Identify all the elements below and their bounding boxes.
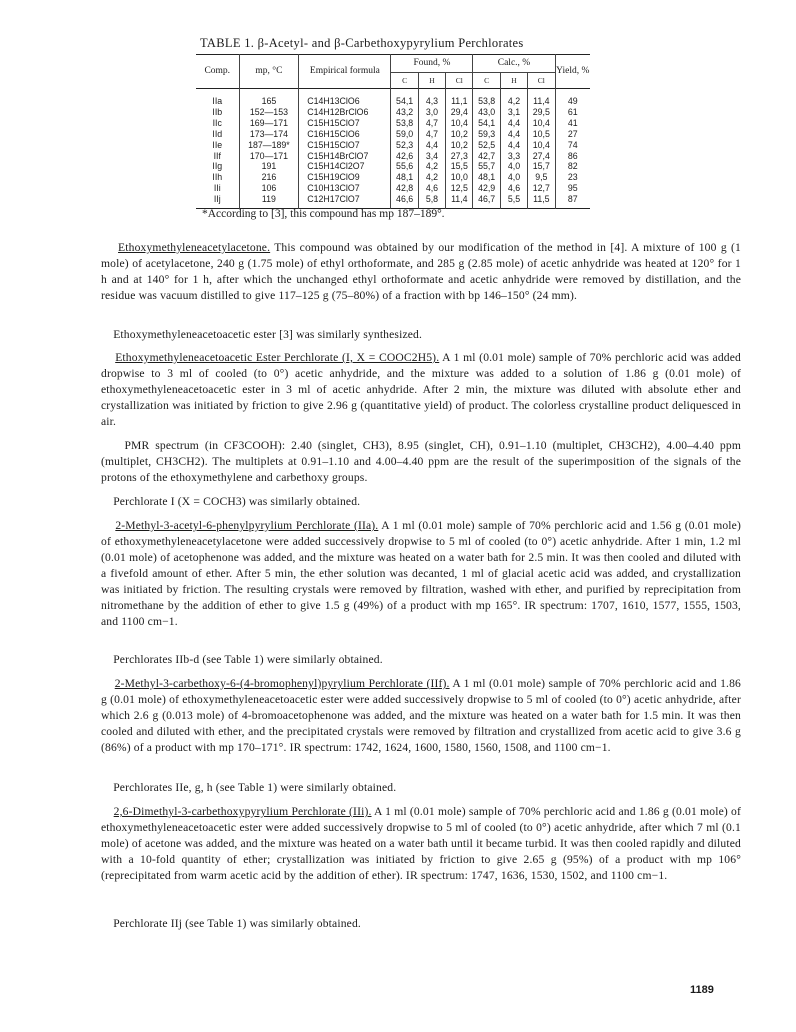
subheader-calc-h: H	[500, 73, 527, 89]
table-cell: 191	[239, 161, 299, 172]
table-cell: 48,1	[473, 172, 500, 183]
table-cell: C15H19ClO9	[299, 172, 391, 183]
paragraph-heading: 2,6-Dimethyl-3-carbethoxypyrylium Perchlorate (IIi).	[113, 805, 372, 818]
table-cell: 42,9	[473, 183, 500, 194]
table-row	[196, 140, 590, 151]
table-cell: 4,4	[500, 140, 527, 151]
table-cell: IIj	[213, 194, 221, 205]
table-row	[196, 183, 590, 194]
table-cell: 12,7	[528, 183, 555, 194]
table-cell: 52,3	[391, 140, 418, 151]
table-cell: C14H12BrClO6	[299, 107, 391, 118]
table-row	[196, 89, 590, 107]
table-title: TABLE 1. β-Acetyl- and β-Carbethoxypyrylium Perchlorates	[200, 36, 524, 50]
data-table	[196, 54, 590, 209]
table-cell: IIe	[212, 139, 223, 150]
table-cell: 43,2	[391, 107, 418, 118]
paragraph	[101, 494, 741, 510]
table-cell: 29,4	[446, 107, 473, 118]
table-cell: 82	[555, 161, 590, 172]
table-cell: 4,4	[418, 140, 445, 151]
table-cell: 173—174	[239, 129, 299, 140]
table-cell: 5,8	[418, 194, 445, 208]
table-cell: IIg	[212, 161, 223, 172]
table-cell: 74	[555, 140, 590, 151]
table-cell: 42,6	[391, 150, 418, 161]
paragraph	[101, 518, 741, 630]
table-cell: IIi	[213, 183, 221, 194]
table-cell: 165	[239, 89, 299, 107]
paragraph-text: PMR spectrum (in CF3COOH): 2.40 (singlet, CH3), 8.95 (singlet, CH), 0.91–1.10 (multiplet, CH3CH2), 4.00–4.40 ppm (multiplet, CH3CH2). The multiplets at 0.91–1.10 and 4.00–4.40 ppm are the result of the superimposition of the signals of the protons of the ethoxymethylene and carbethoxy groups.	[101, 439, 741, 484]
paragraph-text: Perchlorate IIj (see Table 1) was similarly obtained.	[113, 917, 361, 930]
table-cell: 43,0	[473, 107, 500, 118]
table-cell: 27,3	[446, 150, 473, 161]
table-cell: 46,6	[391, 194, 418, 208]
table-cell: 4,4	[500, 129, 527, 140]
table-cell: C15H14Cl2O7	[299, 161, 391, 172]
table-cell: IIc	[212, 117, 222, 128]
page-number: 1189	[690, 984, 714, 996]
table-cell: 106	[239, 183, 299, 194]
table-cell: IIf	[213, 150, 221, 161]
table-cell: 15,7	[528, 161, 555, 172]
table-body	[196, 89, 590, 209]
table-cell: 4,3	[418, 89, 445, 107]
table-cell: 152—153	[239, 107, 299, 118]
table-cell: 4,7	[418, 118, 445, 129]
subheader-found-cl: Cl	[446, 73, 473, 89]
table-cell: 15,5	[446, 161, 473, 172]
table-cell: 3,3	[500, 150, 527, 161]
table-cell: 55,7	[473, 161, 500, 172]
paragraph	[101, 780, 741, 796]
table-cell: 27	[555, 129, 590, 140]
table-cell: 4,6	[500, 183, 527, 194]
table-cell: 48,1	[391, 172, 418, 183]
table-cell: 95	[555, 183, 590, 194]
table-cell: 4,2	[418, 161, 445, 172]
header-mp: mp, °C	[239, 55, 299, 89]
table-cell: 42,7	[473, 150, 500, 161]
header-formula: Empirical formula	[299, 55, 391, 89]
table-row	[196, 118, 590, 129]
paragraph	[101, 652, 741, 668]
table-cell: 11,4	[528, 89, 555, 107]
table-cell: 4,0	[500, 161, 527, 172]
paragraph-text: A 1 ml (0.01 mole) sample of 70% perchloric acid and 1.86 g (0.01 mole) of ethoxymethyleneacetoacetic ester were added successively dropwise to 5 ml of cooled (to 0°) acetic anhydride, after which 7 ml (0.1 mole) of acetone was added, and the mixture was heated on a water bath until it became turbid. It was then cooled rapidly and diluted with a 10-fold quantity of ether; crystallization was initiated by friction to give 2.65 g (95%) of a product with mp 106° (reprecipitated from warm acetic acid by the addition of ether). IR spectrum: 1747, 1636, 1530, 1502, and 1100 cm−1.	[101, 805, 741, 882]
table-cell: C10H13ClO7	[299, 183, 391, 194]
table-cell: 4,6	[418, 183, 445, 194]
table-row	[196, 161, 590, 172]
table-cell: 87	[555, 194, 590, 208]
table-cell: 216	[239, 172, 299, 183]
subheader-found-c: C	[391, 73, 418, 89]
table-cell: 4,4	[500, 118, 527, 129]
paragraph-text: A 1 ml (0.01 mole) sample of 70% perchloric acid and 1.86 g (0.01 mole) of ethoxymethyleneacetoacetic ester were added successively dropwise to 5 ml of cooled (to 0°) acetic anhydride, after which 2.6 g (0.013 mole) of 4-bromoacetophenone was added, and the mixture was heated on a water bath for 1.5 min. It was then cooled and diluted with ether, and the precipitated crystals were removed by filtration and crystallized from acetic acid to give 3.6 g (86%) of a product with mp 170–171°. IR spectrum: 1742, 1624, 1600, 1580, 1560, 1508, and 1100 cm−1.	[101, 677, 742, 754]
table-cell: 29,5	[528, 107, 555, 118]
table-cell: 53,8	[391, 118, 418, 129]
paragraph	[101, 240, 741, 304]
table-cell: IId	[212, 128, 223, 139]
paragraph	[101, 438, 741, 486]
table-row	[196, 107, 590, 118]
table-footnote: *According to [3], this compound has mp 187–189°.	[202, 208, 445, 220]
table-cell: C14H13ClO6	[299, 89, 391, 107]
table-cell: 10,0	[446, 172, 473, 183]
table-cell: 53,8	[473, 89, 500, 107]
table-row	[196, 194, 590, 208]
table-cell: 119	[239, 194, 299, 208]
paragraph	[101, 804, 741, 884]
header-yield: Yield, %	[555, 55, 590, 89]
subheader-found-h: H	[418, 73, 445, 89]
table-cell: 59,0	[391, 129, 418, 140]
paragraph-text: This compound was obtained by our modification of the method in [4]. A mixture of 100 g (1 mole) of acetylacetone, 240 g (1.75 mole) of ethyl orthoformate, and 285 g (2.85 mole) of acetic anhydride was heated at 120° for 1 h and at 140° for 1 h, after which the unchanged ethyl orthoformate and acetic anhydride were removed by distillation, and the residue was vacuum distilled to give 117–125 g (75–80%) of a fraction with bp 146–150° (24 mm).	[101, 241, 741, 302]
table-cell: IIh	[212, 172, 223, 183]
paragraph	[101, 916, 741, 932]
paragraph-text: Perchlorates IIb-d (see Table 1) were similarly obtained.	[113, 653, 383, 666]
table-row	[196, 150, 590, 161]
paragraph-text: A 1 ml (0.01 mole) sample of 70% perchloric acid and 1.56 g (0.01 mole) of ethoxymethyleneacetylacetone were added successively dropwise to 5 ml of cooled (to 0°) acetic anhydride. After 1 min, 1.2 ml (0.01 mole) of acetophenone was added, and the mixture was heated on a water bath for 2.5 min. It was then cooled and diluted with a fivefold amount of ether. After 5 min, the ether solution was decanted, 1 ml of glacial acetic acid was added, and crystallization was initiated by friction. The resulting crystals were removed by filtration, washed with ether, and purified by reprecipitation from nitromethane by the addition of ether to give 1.5 g (49%) of a product with mp 165°. IR spectrum: 1707, 1610, 1577, 1555, 1503, and 1100 cm−1.	[101, 519, 741, 628]
paragraph	[101, 327, 741, 343]
table-cell: 4,2	[418, 172, 445, 183]
paragraph-text: Ethoxymethyleneacetoacetic ester [3] was similarly synthesized.	[113, 328, 423, 341]
paragraph-heading: 2-Methyl-3-acetyl-6-phenylpyrylium Perchlorate (IIa).	[115, 519, 379, 532]
paragraph	[101, 676, 741, 756]
table-cell: 12,5	[446, 183, 473, 194]
table-cell: 169—171	[239, 118, 299, 129]
header-comp: Comp.	[204, 65, 231, 76]
table-cell: 41	[555, 118, 590, 129]
table-cell: 4,7	[418, 129, 445, 140]
table-cell: 54,1	[473, 118, 500, 129]
header-calc: Calc., %	[473, 55, 555, 73]
table-cell: 10,5	[528, 129, 555, 140]
table-cell: 11,5	[528, 194, 555, 208]
table-row	[196, 129, 590, 140]
table-row	[196, 172, 590, 183]
table-cell: 3,4	[418, 150, 445, 161]
table-cell: 3,1	[500, 107, 527, 118]
table-cell: 59,3	[473, 129, 500, 140]
table-cell: 23	[555, 172, 590, 183]
paragraph-text: Perchlorates IIe, g, h (see Table 1) were similarly obtained.	[113, 781, 397, 794]
paragraph-heading: Ethoxymethyleneacetylacetone.	[118, 241, 271, 254]
paragraph-heading: Ethoxymethyleneacetoacetic Ester Perchlorate (I, X = COOC2H5).	[115, 351, 440, 364]
table-cell: C15H14BrClO7	[299, 150, 391, 161]
table-cell: 3,0	[418, 107, 445, 118]
table-cell: C15H15ClO7	[299, 118, 391, 129]
table-cell: 55,6	[391, 161, 418, 172]
table-cell: C15H15ClO7	[299, 140, 391, 151]
table-cell: 4,0	[500, 172, 527, 183]
table-cell: 11,1	[446, 89, 473, 107]
table-cell: 4,2	[500, 89, 527, 107]
paragraph	[101, 350, 741, 430]
paragraph-text: Perchlorate I (X = COCH3) was similarly obtained.	[113, 495, 361, 508]
table-cell: 5,5	[500, 194, 527, 208]
table-cell: 49	[555, 89, 590, 107]
table-cell: C12H17ClO7	[299, 194, 391, 208]
table-cell: 10,4	[528, 118, 555, 129]
table-cell: IIa	[212, 96, 223, 107]
table-cell: C16H15ClO6	[299, 129, 391, 140]
table-cell: 27,4	[528, 150, 555, 161]
table-cell: 52,5	[473, 140, 500, 151]
table-cell: 46,7	[473, 194, 500, 208]
table-cell: 10,2	[446, 129, 473, 140]
table-cell: 42,8	[391, 183, 418, 194]
table-cell: 10,4	[446, 118, 473, 129]
table-cell: 187—189*	[239, 140, 299, 151]
header-found: Found, %	[391, 55, 473, 73]
table-cell: 10,4	[528, 140, 555, 151]
table-cell: 10,2	[446, 140, 473, 151]
paragraph-heading: 2-Methyl-3-carbethoxy-6-(4-bromophenyl)pyrylium Perchlorate (IIf).	[114, 677, 450, 690]
table-cell: 170—171	[239, 150, 299, 161]
table-cell: IIb	[212, 106, 223, 117]
table-cell: 11,4	[446, 194, 473, 208]
table-cell: 61	[555, 107, 590, 118]
subheader-calc-cl: Cl	[528, 73, 555, 89]
subheader-calc-c: C	[473, 73, 500, 89]
table-cell: 86	[555, 150, 590, 161]
paragraph-text: A 1 ml (0.01 mole) sample of 70% perchloric acid was added dropwise to 3 ml of cooled (to 0°) acetic anhydride, and the mixture was added to a solution of 1.86 g (0.01 mole) of ethoxymethyleneacetoacetic ester in 3 ml of acetic anhydride. After 2 min, the mixture was diluted with absolute ether and crystallization was initiated by friction to give 2.96 g (quantitative yield) of product. The colorless crystalline product deliquesced in air.	[101, 351, 741, 428]
table-cell: 9,5	[528, 172, 555, 183]
table-cell: 54,1	[391, 89, 418, 107]
